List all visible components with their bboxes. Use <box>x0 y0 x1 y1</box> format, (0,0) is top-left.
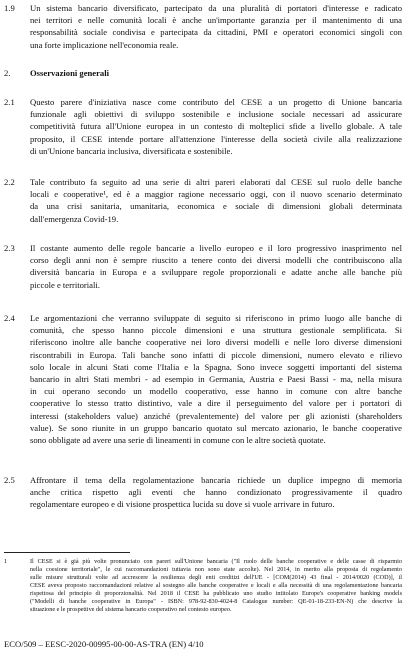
text-line: competitività futura all'Unione europea in un contesto di molteplici sfide a livello globale. A tale <box>30 121 402 132</box>
text-line: da una crisi sanitaria, umanitaria, economica e sociale di dimensioni globali determinata <box>30 201 402 212</box>
text-line: Il costante aumento delle regole bancarie a livello europeo e il loro progressivo inasprimento nel <box>30 243 402 253</box>
paragraph-number: 1.9 <box>4 3 15 13</box>
text-line: piccole e territoriali. <box>30 279 100 290</box>
footnote-line: nella coesione territoriale", le cui raccomandazioni tuttavia non sono state accolte). Nel 2014, in merito alla proposta di regolamento <box>30 566 402 573</box>
text-line: bancario in altri Stati membri - ad esempio in Germania, Austria e Paesi Bassi - ma, nella misura <box>30 373 402 384</box>
text-line: Un sistema bancario diversificato, partecipato da una pluralità di portatori d'interesse e radicato <box>30 3 402 13</box>
paragraph-text <box>30 312 402 446</box>
footnote-number: 1 <box>4 558 8 565</box>
paragraph-text <box>30 242 402 291</box>
text-line: riferiscono inoltre alle banche cooperative nei loro diversi modelli e nelle loro diverse dimensioni <box>30 337 402 348</box>
text-line: comunità, che spesso hanno piccole dimensioni e una struttura gestionale semplificata. Si <box>30 325 402 336</box>
text-line: responsabilità sociale condivisa e partecipata da cittadini, PMI e operatori economici singoli con <box>30 27 402 38</box>
section-title <box>30 67 402 79</box>
text-line: Questo parere d'iniziativa nasce come contributo del CESE a un progetto di Unione bancaria <box>30 97 402 107</box>
text-line: funzionale agli obiettivi di sviluppo sostenibile e inclusione sociale necessari ad assicurare <box>30 109 402 120</box>
footnote-line: situazione e le prospettive del sistema bancario cooperativo nel contesto europeo. <box>30 606 232 613</box>
text-line: solo locale in alcuni Stati come l'Italia e la Spagna. Sono invece soggetti importanti del sistema <box>30 361 402 372</box>
section-number: 2. <box>4 68 11 78</box>
footnote-separator <box>4 552 130 553</box>
paragraph-text <box>30 474 402 511</box>
paragraph-text <box>30 96 402 157</box>
text-line: riscontrabili in Europa. Tali banche sono infatti di piccole dimensioni, numero elevato e rilievo <box>30 349 402 360</box>
text-line: corso degli anni non è sempre riuscito a tenere conto dei diversi modelli che contribuiscono alla <box>30 255 402 266</box>
paragraph-number: 2.3 <box>4 243 15 253</box>
heading-text: Osservazioni generali <box>30 68 110 78</box>
paragraph-text <box>30 176 402 225</box>
text-line: value). Se sono riunite in un gruppo bancario quotato sul mercato azionario, le banche cooperative <box>30 422 402 433</box>
text-line: Affrontare il tema della regolamentazione bancaria richiede un duplice impegno di memoria <box>30 475 402 485</box>
text-line: cooperative lo stesso tratto distintivo, vale a dire il perseguimento del valore per i portatori di <box>30 398 402 409</box>
text-line: una forte implicazione nell'economia reale. <box>30 39 179 50</box>
text-line: nei territori e nelle comunità locali è anche un'importante garanzia per il mantenimento di una <box>30 15 402 26</box>
text-line: di un'Unione bancaria inclusiva, diversificata e sostenibile. <box>30 145 233 156</box>
page-footer: ECO/509 – EESC-2020-00995-00-00-AS-TRA (EN) 4/10 <box>4 639 204 649</box>
text-line: Le argomentazioni che verranno sviluppate di seguito si riferiscono in primo luogo alle banche di <box>30 313 402 323</box>
text-line: Tale contributo fa seguito ad una serie di altri pareri elaborati dal CESE sul ruolo delle banche <box>30 177 402 187</box>
text-line: in cui operano secondo un modello cooperativo, esse hanno in comune con altre banche <box>30 386 402 397</box>
footnote-line: Il CESE si è già più volte pronunciato con pareri sull'Unione bancaria ("Il ruolo delle banche cooperative e delle casse di risparmio <box>30 558 402 565</box>
footnote-text <box>30 558 402 614</box>
paragraph-text <box>30 2 402 51</box>
footnote-line: CESE aveva proposto raccomandazioni relative al sostegno alle banche cooperative e locali e alla necessità di una regolamentazione bancaria <box>30 582 402 589</box>
paragraph-number: 2.4 <box>4 313 15 323</box>
paragraph-number: 2.2 <box>4 177 15 187</box>
footnote-line: ("Modelli di banche cooperative in Europa" - ISBN: 978-92-830-4024-8 Catalogue number: QE-01-18-233-EN-N) che descrive la <box>30 598 402 605</box>
footnote-line: sulle misure strutturali volte ad accrescere la resilienza degli enti creditizi dell'UE - [COM(2014) 43 final - 2014/0020 (COD)], il <box>30 574 402 581</box>
text-line: sono obbligate ad avere una serie di lineamenti in comune con le altre società quotate. <box>30 434 326 445</box>
paragraph-number: 2.5 <box>4 475 15 485</box>
text-line: locali e cooperative¹, ed è a maggior ragione necessario oggi, con il nuovo scenario determinato <box>30 189 402 200</box>
text-line: regolamentare europeo e di visione prospettica lucida su dove si vuole arrivare in futuro. <box>30 499 335 510</box>
paragraph-number: 2.1 <box>4 97 15 107</box>
footnote-line: rispettosa del principio di proporzionalità. Nel 2018 il CESE ha pubblicato uno studio intitolato Europe's cooperative banking models <box>30 590 402 597</box>
text-line: diversità bancaria in Europa e a sviluppare regole proporzionali e adatte anche alle banche più <box>30 267 402 278</box>
text-line: proposito, il CESE intende portare all'attenzione l'interesse della società civile alla realizzazione <box>30 133 402 144</box>
text-line: interessi (stakeholders value) anziché (prevalentemente) del valore per gli azionisti (shareholders <box>30 410 402 421</box>
text-line: anche critica rispetto agli eventi che hanno condizionato progressivamente il quadro <box>30 487 402 498</box>
text-line: dall'emergenza Covid-19. <box>30 213 119 224</box>
